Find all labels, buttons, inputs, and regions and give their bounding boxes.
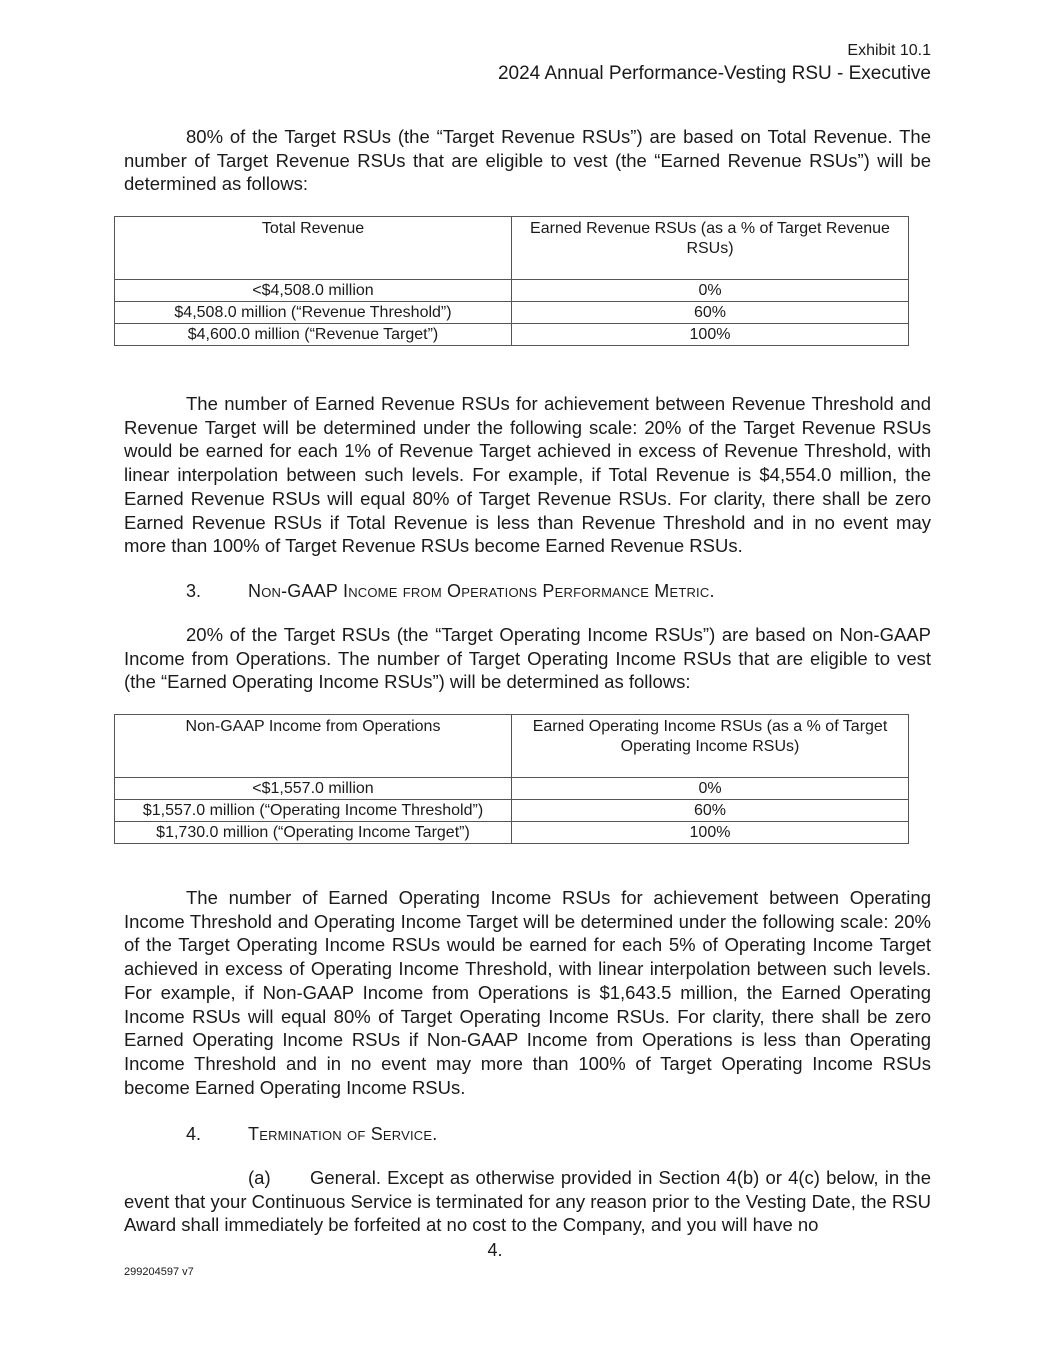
table-row xyxy=(115,280,909,302)
section-number: 3. xyxy=(186,581,202,601)
section-title: Termination of Service. xyxy=(248,1124,438,1144)
revenue-col-header: Total Revenue xyxy=(115,217,512,280)
table-header-row xyxy=(115,715,909,778)
table-cell-pct: 100% xyxy=(512,324,909,346)
table-cell-level: $4,600.0 million (“Revenue Target”) xyxy=(115,324,512,346)
table-cell-level: <$1,557.0 million xyxy=(115,778,512,800)
section-number: 4. xyxy=(186,1124,202,1144)
earned-revenue-col-header: Earned Revenue RSUs (as a % of Target Revenue RSUs) xyxy=(512,217,909,280)
table-row xyxy=(115,800,909,822)
section-4-heading xyxy=(186,1122,437,1146)
table-row xyxy=(115,822,909,844)
section-3-heading xyxy=(186,579,715,603)
operating-income-table xyxy=(114,714,909,844)
document-title: 2024 Annual Performance-Vesting RSU - Executive xyxy=(497,63,931,84)
table-row xyxy=(115,324,909,346)
table-cell-level: $1,557.0 million (“Operating Income Threshold”) xyxy=(115,800,512,822)
operating-scale-paragraph: The number of Earned Operating Income RSUs for achievement between Operating Income Threshold and Operating Income Target will be determined under the following scale: 20% of the Target Operating Income RSUs would be earned for each 5% of Operating Income Target achieved in excess of Operating Income Threshold, with linear interpolation between such levels. For example, if Non-GAAP Income from Operations is $1,643.5 million, the Earned Operating Income RSUs will equal 80% of Target Operating Income RSUs. For clarity, there shall be zero Earned Operating Income RSUs if Non-GAAP Income from Operations is less than Operating Income Threshold and in no event may more than 100% of Target Operating Income RSUs become Earned Operating Income RSUs. xyxy=(124,887,931,1098)
table-cell-pct: 100% xyxy=(512,822,909,844)
subsection-label: (a) xyxy=(248,1167,271,1188)
document-id: 299204597 v7 xyxy=(124,1266,194,1278)
table-row xyxy=(115,302,909,324)
operating-income-col-header: Non-GAAP Income from Operations xyxy=(115,715,512,778)
table-row xyxy=(115,778,909,800)
table-cell-level: $4,508.0 million (“Revenue Threshold”) xyxy=(115,302,512,324)
subsection-text: General. Except as otherwise provided in Section 4(b) or 4(c) below, in the event that your Continuous Service is terminated for any reason prior to the Vesting Date, the RSU Award shall immediately be forfeited at no cost to the Company, and you will have no xyxy=(124,1167,931,1236)
table-cell-level: <$4,508.0 million xyxy=(115,280,512,302)
table-cell-level: $1,730.0 million (“Operating Income Target”) xyxy=(115,822,512,844)
table-cell-pct: 0% xyxy=(512,778,909,800)
revenue-intro-paragraph: 80% of the Target RSUs (the “Target Revenue RSUs”) are based on Total Revenue. The number of Target Revenue RSUs that are eligible to vest (the “Earned Revenue RSUs”) will be determined as follows: xyxy=(124,126,931,195)
section-4a-paragraph xyxy=(124,1166,931,1237)
table-cell-pct: 60% xyxy=(512,302,909,324)
table-cell-pct: 0% xyxy=(512,280,909,302)
operating-intro-paragraph: 20% of the Target RSUs (the “Target Operating Income RSUs”) are based on Non-GAAP Income from Operations. The number of Target Operating Income RSUs that are eligible to vest (the “Earned Operating Income RSUs”) will be determined as follows: xyxy=(124,624,931,693)
section-title: Non-GAAP Income from Operations Performance Metric. xyxy=(248,581,715,601)
earned-operating-col-header: Earned Operating Income RSUs (as a % of Target Operating Income RSUs) xyxy=(512,715,909,778)
page-number: 4. xyxy=(487,1240,503,1260)
table-header-row xyxy=(115,217,909,280)
exhibit-label: Exhibit 10.1 xyxy=(847,42,931,59)
revenue-table xyxy=(114,216,909,346)
revenue-scale-paragraph: The number of Earned Revenue RSUs for achievement between Revenue Threshold and Revenue Target will be determined under the following scale: 20% of the Target Revenue RSUs would be earned for each 1% of Revenue Target achieved in excess of Revenue Threshold, with linear interpolation between such levels. For example, if Total Revenue is $4,554.0 million, the Earned Revenue RSUs will equal 80% of Target Revenue RSUs. For clarity, there shall be zero Earned Revenue RSUs if Total Revenue is less than Revenue Threshold and in no event may more than 100% of Target Revenue RSUs become Earned Revenue RSUs. xyxy=(124,393,931,557)
table-cell-pct: 60% xyxy=(512,800,909,822)
